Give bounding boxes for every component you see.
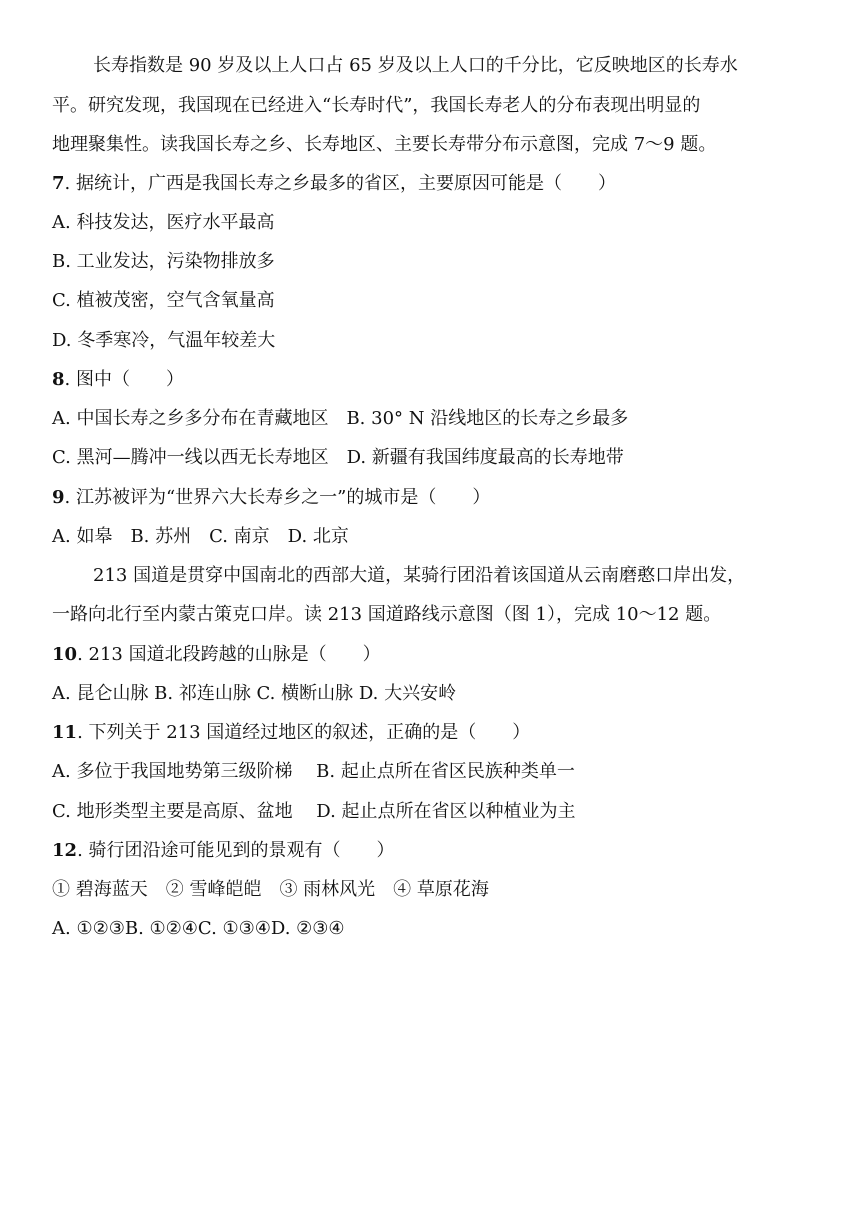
- question-8-options-row: C. 黑河—腾冲一线以西无长寿地区 D. 新疆有我国纬度最高的长寿地带: [52, 447, 624, 468]
- question-text: . 江苏被评为“世界六大长寿乡之一”的城市是（ ）: [64, 487, 491, 508]
- question-7-option-c: C. 植被茂密，空气含氧量高: [52, 290, 275, 311]
- question-11-options-row: A. 多位于我国地势第三级阶梯 B. 起止点所在省区民族种类单一: [52, 761, 575, 782]
- question-number: 9: [52, 487, 65, 508]
- question-12-options: A. ①②③B. ①②④C. ①③④D. ②③④: [52, 918, 345, 939]
- question-11-stem: [52, 721, 812, 745]
- question-11-options-row: C. 地形类型主要是高原、盆地 D. 起止点所在省区以种植业为主: [52, 801, 576, 822]
- question-7-stem: [52, 172, 812, 196]
- passage1-line: 长寿指数是 90 岁及以上人口占 65 岁及以上人口的千分比，它反映地区的长寿水: [93, 55, 738, 76]
- question-number: 11: [52, 722, 78, 743]
- passage2-line: 一路向北行至内蒙古策克口岸。读 213 国道路线示意图（图 1），完成 10～12 题。: [52, 604, 722, 625]
- question-7-option-b: B. 工业发达，污染物排放多: [52, 251, 275, 272]
- passage2-line: 213 国道是贯穿中国南北的西部大道，某骑行团沿着该国道从云南磨憨口岸出发，: [93, 565, 746, 586]
- question-number: 12: [52, 840, 78, 861]
- question-text: . 下列关于 213 国道经过地区的叙述，正确的是（ ）: [77, 722, 531, 743]
- question-9-options: A. 如皋 B. 苏州 C. 南京 D. 北京: [52, 526, 349, 547]
- question-7-option-d: D. 冬季寒冷，气温年较差大: [52, 330, 276, 351]
- question-12-items: ① 碧海蓝天 ② 雪峰皑皑 ③ 雨林风光 ④ 草原花海: [52, 879, 489, 900]
- question-8-stem: [52, 368, 812, 392]
- question-text: . 图中（ ）: [64, 369, 184, 390]
- question-7-option-a: A. 科技发达，医疗水平最高: [52, 212, 275, 233]
- question-number: 10: [52, 644, 78, 665]
- passage1-line: 地理聚集性。读我国长寿之乡、长寿地区、主要长寿带分布示意图，完成 7～9 题。: [52, 134, 717, 155]
- passage1-line: 平。研究发现，我国现在已经进入“长寿时代”，我国长寿老人的分布表现出明显的: [52, 95, 701, 116]
- question-10-stem: [52, 643, 812, 667]
- question-number: 7: [52, 173, 65, 194]
- question-text: . 骑行团沿途可能见到的景观有（ ）: [77, 840, 395, 861]
- question-9-stem: [52, 486, 812, 510]
- question-8-options-row: A. 中国长寿之乡多分布在青藏地区 B. 30° N 沿线地区的长寿之乡最多: [52, 408, 629, 429]
- question-12-stem: [52, 839, 812, 863]
- question-text: . 213 国道北段跨越的山脉是（ ）: [77, 644, 381, 665]
- question-number: 8: [52, 369, 65, 390]
- question-text: . 据统计，广西是我国长寿之乡最多的省区，主要原因可能是（ ）: [64, 173, 616, 194]
- question-10-options: A. 昆仑山脉 B. 祁连山脉 C. 横断山脉 D. 大兴安岭: [52, 683, 457, 704]
